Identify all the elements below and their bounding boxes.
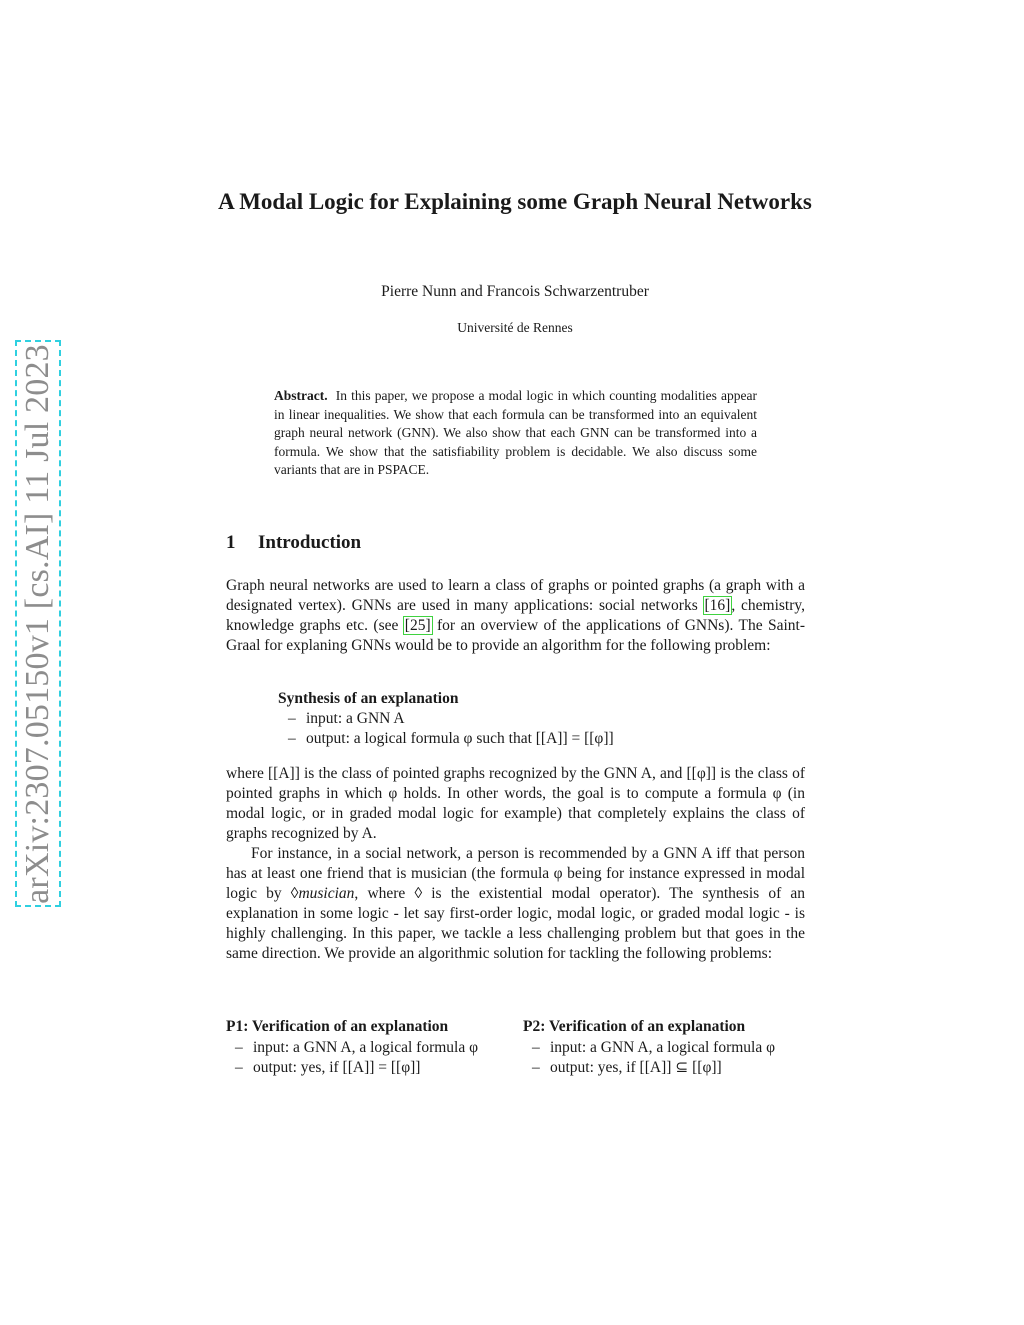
section-number: 1 [226,532,236,553]
synthesis-output-text: output: a logical formula φ such that [[A]] = [[φ]] [306,730,614,747]
dash-bullet: – [532,1038,540,1056]
arxiv-stamp [15,340,61,907]
para1-text-2: , chemistry, knowledge graphs etc. (see [226,597,805,634]
problem-p1 [226,1017,478,1079]
abstract-text: In this paper, we propose a modal logic in which counting modalities appear in linear inequalities. We show that each formula can be transformed into an equivalent graph neural network (GNN). We also show that each GNN can be transformed into a formula. We show that the satisfiability problem is decidable. We also discuss some variants that are in PSPACE. [274,388,758,477]
affiliation: Université de Rennes [457,320,573,335]
para2-text-b: , where ◊ is the existential modal operator). The synthesis of an explanation in some logic - let say first-order logic, modal logic, or graded modal logic - is highly challenging. In this paper, we tackle a less challenging problem but that goes in the same direction. We provide an algorithmic solution for tackling the following problems: [226,885,805,962]
p2-heading: P2: Verification of an explanation [523,1018,746,1035]
synthesis-problem [278,689,614,749]
para2-text-a: For instance, in a social network, a person is recommended by a GNN A iff that person has at least one friend that is musician (the formula φ being for instance expressed in modal logic by ◊ [226,845,805,902]
synthesis-output [278,729,614,749]
problem-p2 [523,1017,775,1079]
paragraph-intro [226,576,805,656]
p2-output [523,1058,775,1079]
abstract-label: Abstract. [274,388,328,403]
para2-first: where [[A]] is the class of pointed graphs recognized by the GNN A, and [[φ]] is the class of pointed graphs in which φ holds. In other words, the goal is to compute a formula φ (in modal logic, or in graded modal logic for example) that completely explains the class of graphs recognized by A. [226,765,805,842]
paper-title: A Modal Logic for Explaining some Graph Neural Networks [218,189,812,214]
dash-bullet: – [235,1059,243,1076]
synthesis-input-text: input: a GNN A [306,710,405,727]
para2-second [226,844,805,964]
arxiv-id: arXiv:2307.05150v1 [cs.AI] 11 Jul 2023 [19,343,56,904]
p1-output-text: output: yes, if [[A]] = [[φ]] [253,1059,421,1076]
abstract [274,387,757,480]
dash-bullet: – [288,730,296,747]
dash-bullet: – [288,710,296,727]
p1-heading: P1: Verification of an explanation [226,1018,449,1035]
musician-term: musician [298,885,355,902]
section-title: Introduction [258,532,362,553]
p1-input-text: input: a GNN A, a logical formula φ [253,1038,479,1056]
citation-link-16[interactable]: [16] [704,597,731,614]
para1-text-1: Graph neural networks are used to learn a class of graphs or pointed graphs (a graph with a designated vertex). GNNs are used in many applications: social networks [226,577,805,614]
paragraph-explanation [226,764,805,964]
p2-input [523,1038,775,1059]
synthesis-input [278,709,614,729]
citation-link-25[interactable]: [25] [404,617,431,634]
dash-bullet: – [532,1059,540,1076]
p2-output-text: output: yes, if [[A]] ⊆ [[φ]] [550,1059,722,1076]
p1-output [226,1058,478,1079]
dash-bullet: – [235,1038,243,1056]
section-heading [226,532,361,554]
authors: Pierre Nunn and Francois Schwarzentruber [381,283,649,300]
synthesis-heading: Synthesis of an explanation [278,690,459,707]
p2-input-text: input: a GNN A, a logical formula φ [550,1038,776,1056]
para1-text-3: for an overview of the applications of GNNs). The Saint-Graal for explaning GNNs would be to provide an algorithm for the following problem: [226,617,805,654]
p1-input [226,1038,478,1059]
